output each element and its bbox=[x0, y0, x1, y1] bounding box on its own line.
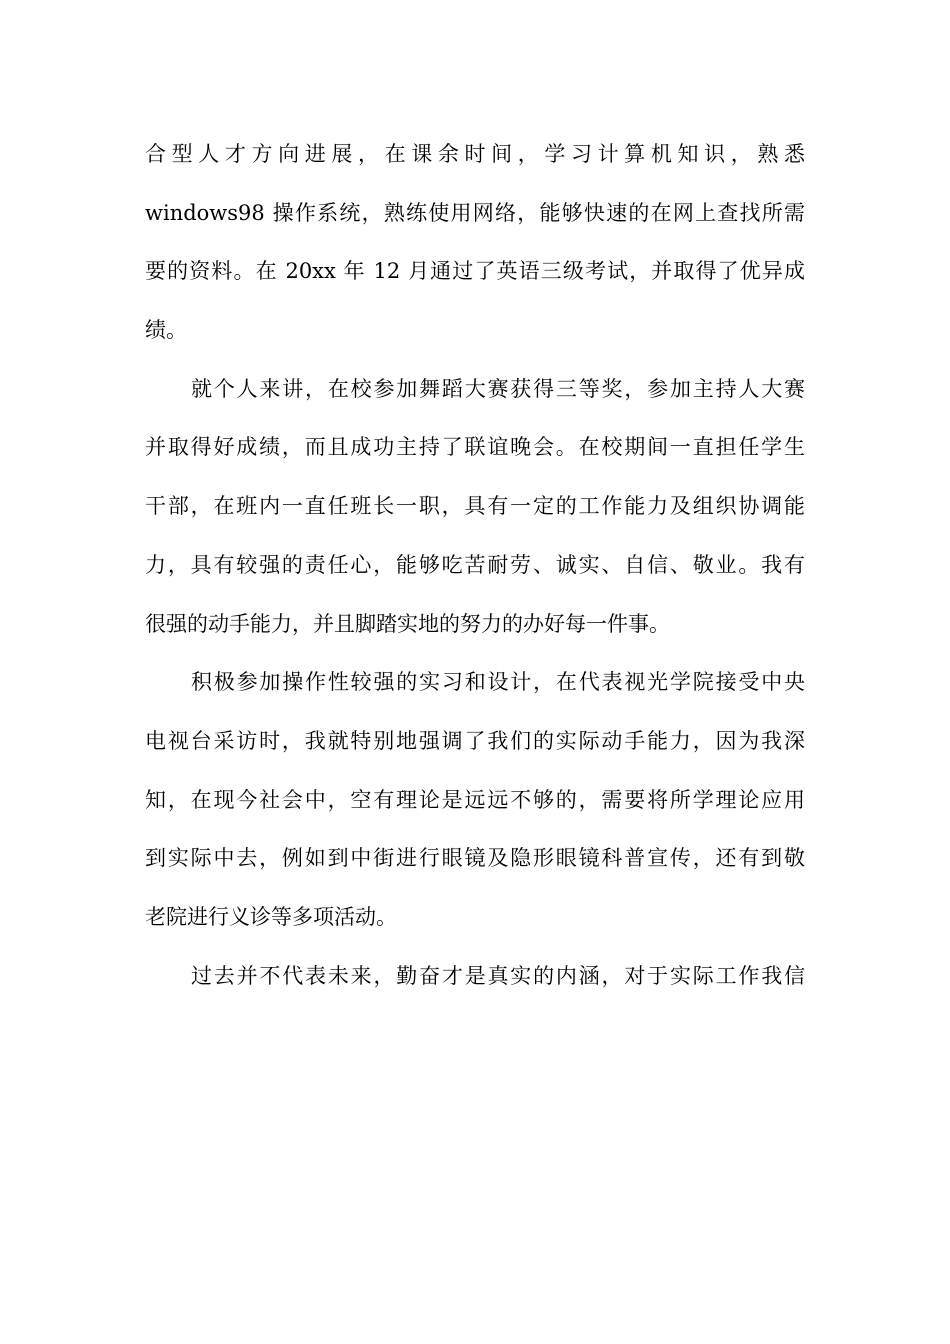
text-line: 很强的动手能力，并且脚踏实地的努力的办好每一件事。 bbox=[145, 611, 670, 636]
text-line: 就个人来讲，在校参加舞蹈大赛获得三等奖，参加主持人大赛 bbox=[191, 376, 805, 401]
body-text bbox=[145, 125, 805, 1005]
text-line: 积极参加操作性较强的实习和设计，在代表视光学院接受中央 bbox=[191, 670, 805, 695]
text-line: 绩。 bbox=[145, 318, 187, 343]
text-line: 老院进行义诊等多项活动。 bbox=[145, 904, 397, 929]
text-line: 电视台采访时，我就特别地强调了我们的实际动手能力，因为我深 bbox=[145, 728, 805, 753]
text-line: windows98 操作系统，熟练使用网络，能够快速的在网上查找所需 bbox=[145, 200, 805, 225]
text-line: 要的资料。在 20xx 年 12 月通过了英语三级考试，并取得了优异成 bbox=[145, 259, 805, 284]
text-line: 过去并不代表未来，勤奋才是真实的内涵，对于实际工作我信 bbox=[191, 963, 805, 988]
text-line: 到实际中去，例如到中街进行眼镜及隐形眼镜科普宣传，还有到敬 bbox=[145, 846, 805, 871]
text-line: 并取得好成绩，而且成功主持了联谊晚会。在校期间一直担任学生 bbox=[145, 435, 805, 460]
text-line: 力，具有较强的责任心，能够吃苦耐劳、诚实、自信、敬业。我有 bbox=[145, 552, 805, 577]
text-line: 合型人才方向进展，在课余时间，学习计算机知识，熟悉 bbox=[145, 142, 805, 166]
text-line: 干部，在班内一直任班长一职，具有一定的工作能力及组织协调能 bbox=[145, 494, 805, 519]
text-line: 知，在现今社会中，空有理论是远远不够的，需要将所学理论应用 bbox=[145, 787, 805, 812]
